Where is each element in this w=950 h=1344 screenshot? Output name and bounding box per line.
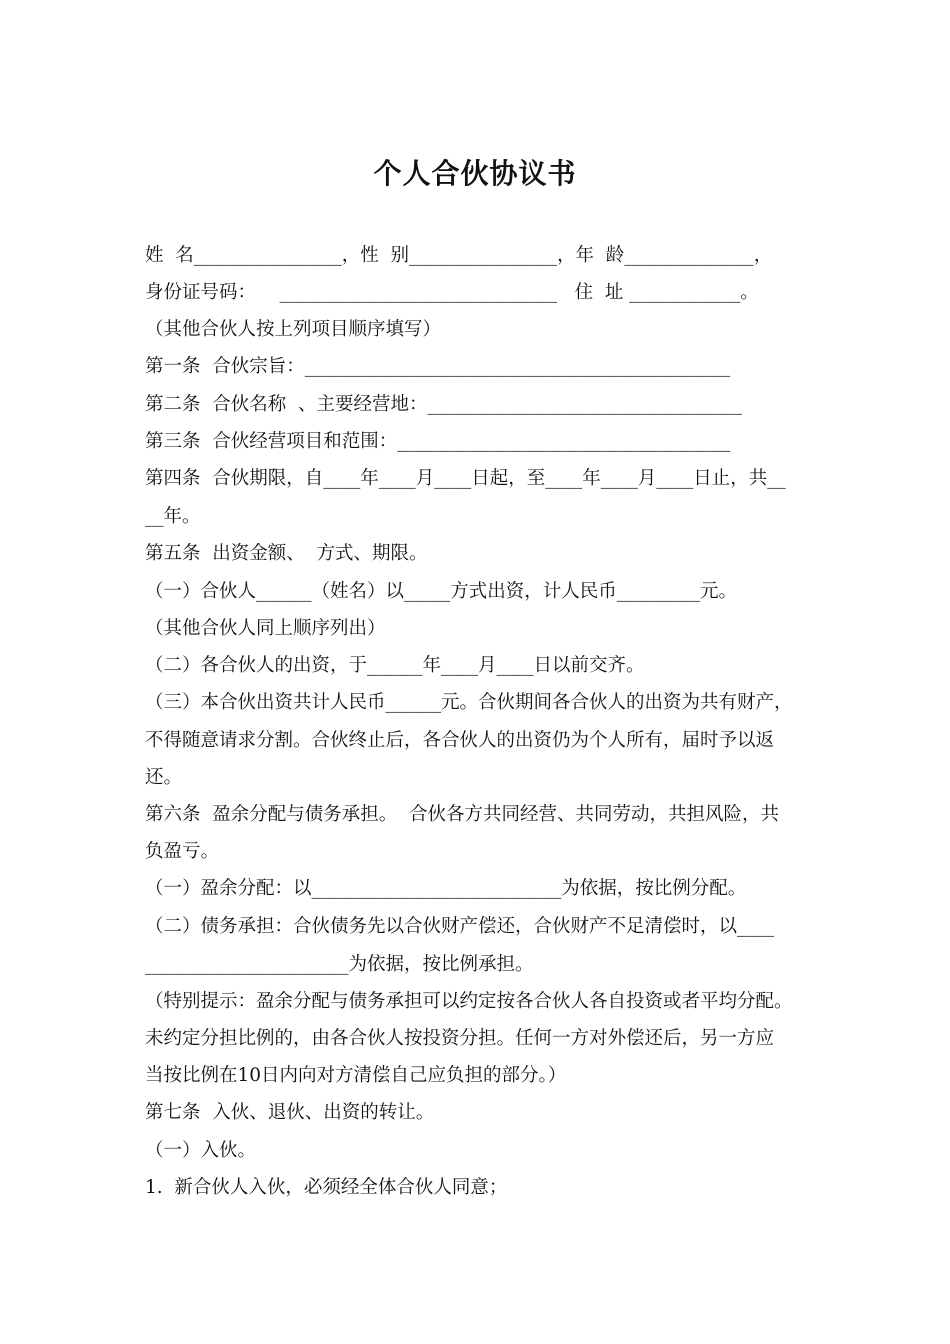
article-6-item-1: （一）盈余分配：以___________________________为依据，按比例分配。 (145, 878, 747, 899)
article-5-note: （其他合伙人同上顺序列出） (145, 618, 386, 639)
special-note-cont: 未约定分担比例的，由各合伙人按投资分担。任何一方对外偿还后，另一方应 (145, 1028, 775, 1049)
article-7-item-1: （一）入伙。 (145, 1140, 257, 1161)
article-7: 第七条 入伙、退伙、出资的转让。 (145, 1102, 435, 1123)
article-4: 第四条 合伙期限，自____年____月____日起，至____年____月____日止，共__ (145, 468, 786, 489)
article-6-item-2: （二）债务承担：合伙债务先以合伙财产偿还，合伙财产不足清偿时，以____ (145, 916, 775, 937)
article-2: 第二条 合伙名称 、主要经营地：__________________________________ (145, 394, 743, 415)
article-6-cont: 负盈亏。 (145, 841, 220, 862)
article-5-item-1: （一）合伙人______（姓名）以_____方式出资，计人民币_________元。 (145, 581, 738, 602)
article-5: 第五条 出资金额、 方式、期限。 (145, 543, 428, 564)
article-5-item-3-end: 还。 (145, 767, 183, 788)
special-note-end: 当按比例在10日内向对方清偿自己应负担的部分。） (145, 1065, 567, 1086)
article-5-item-3: （三）本合伙出资共计人民币______元。合伙期间各合伙人的出资为共有财产， (145, 692, 793, 713)
article-7-item-1-point-1: 1. 新合伙人入伙，必须经全体合伙人同意； (145, 1177, 508, 1198)
article-1: 第一条 合伙宗旨：______________________________________________ (145, 356, 731, 377)
special-note: （特别提示：盈余分配与债务承担可以约定按各合伙人各自投资或者平均分配。 (145, 991, 793, 1012)
article-4-cont: __年。 (145, 506, 201, 527)
article-5-item-3-cont: 不得随意请求分割。合伙终止后，各合伙人的出资仍为个人所有，届时予以返 (145, 730, 775, 751)
field-name-gender-age: 姓 名________________，性 别________________，年 龄______________， (145, 245, 773, 266)
article-5-item-2: （二）各合伙人的出资，于______年____月____日以前交齐。 (145, 655, 645, 676)
document-title: 个人合伙协议书 (373, 157, 577, 190)
article-6: 第六条 盈余分配与债务承担。 合伙各方共同经营、共同劳动，共担风险，共 (145, 804, 780, 825)
note-other-partners: （其他合伙人按上列项目顺序填写） (145, 319, 442, 340)
article-3: 第三条 合伙经营项目和范围：____________________________________ (145, 431, 731, 452)
article-6-item-2-cont: ______________________为依据，按比例承担。 (145, 954, 534, 975)
field-id-address: 身份证号码： ______________________________ 住 址 ____________。 (145, 282, 759, 303)
